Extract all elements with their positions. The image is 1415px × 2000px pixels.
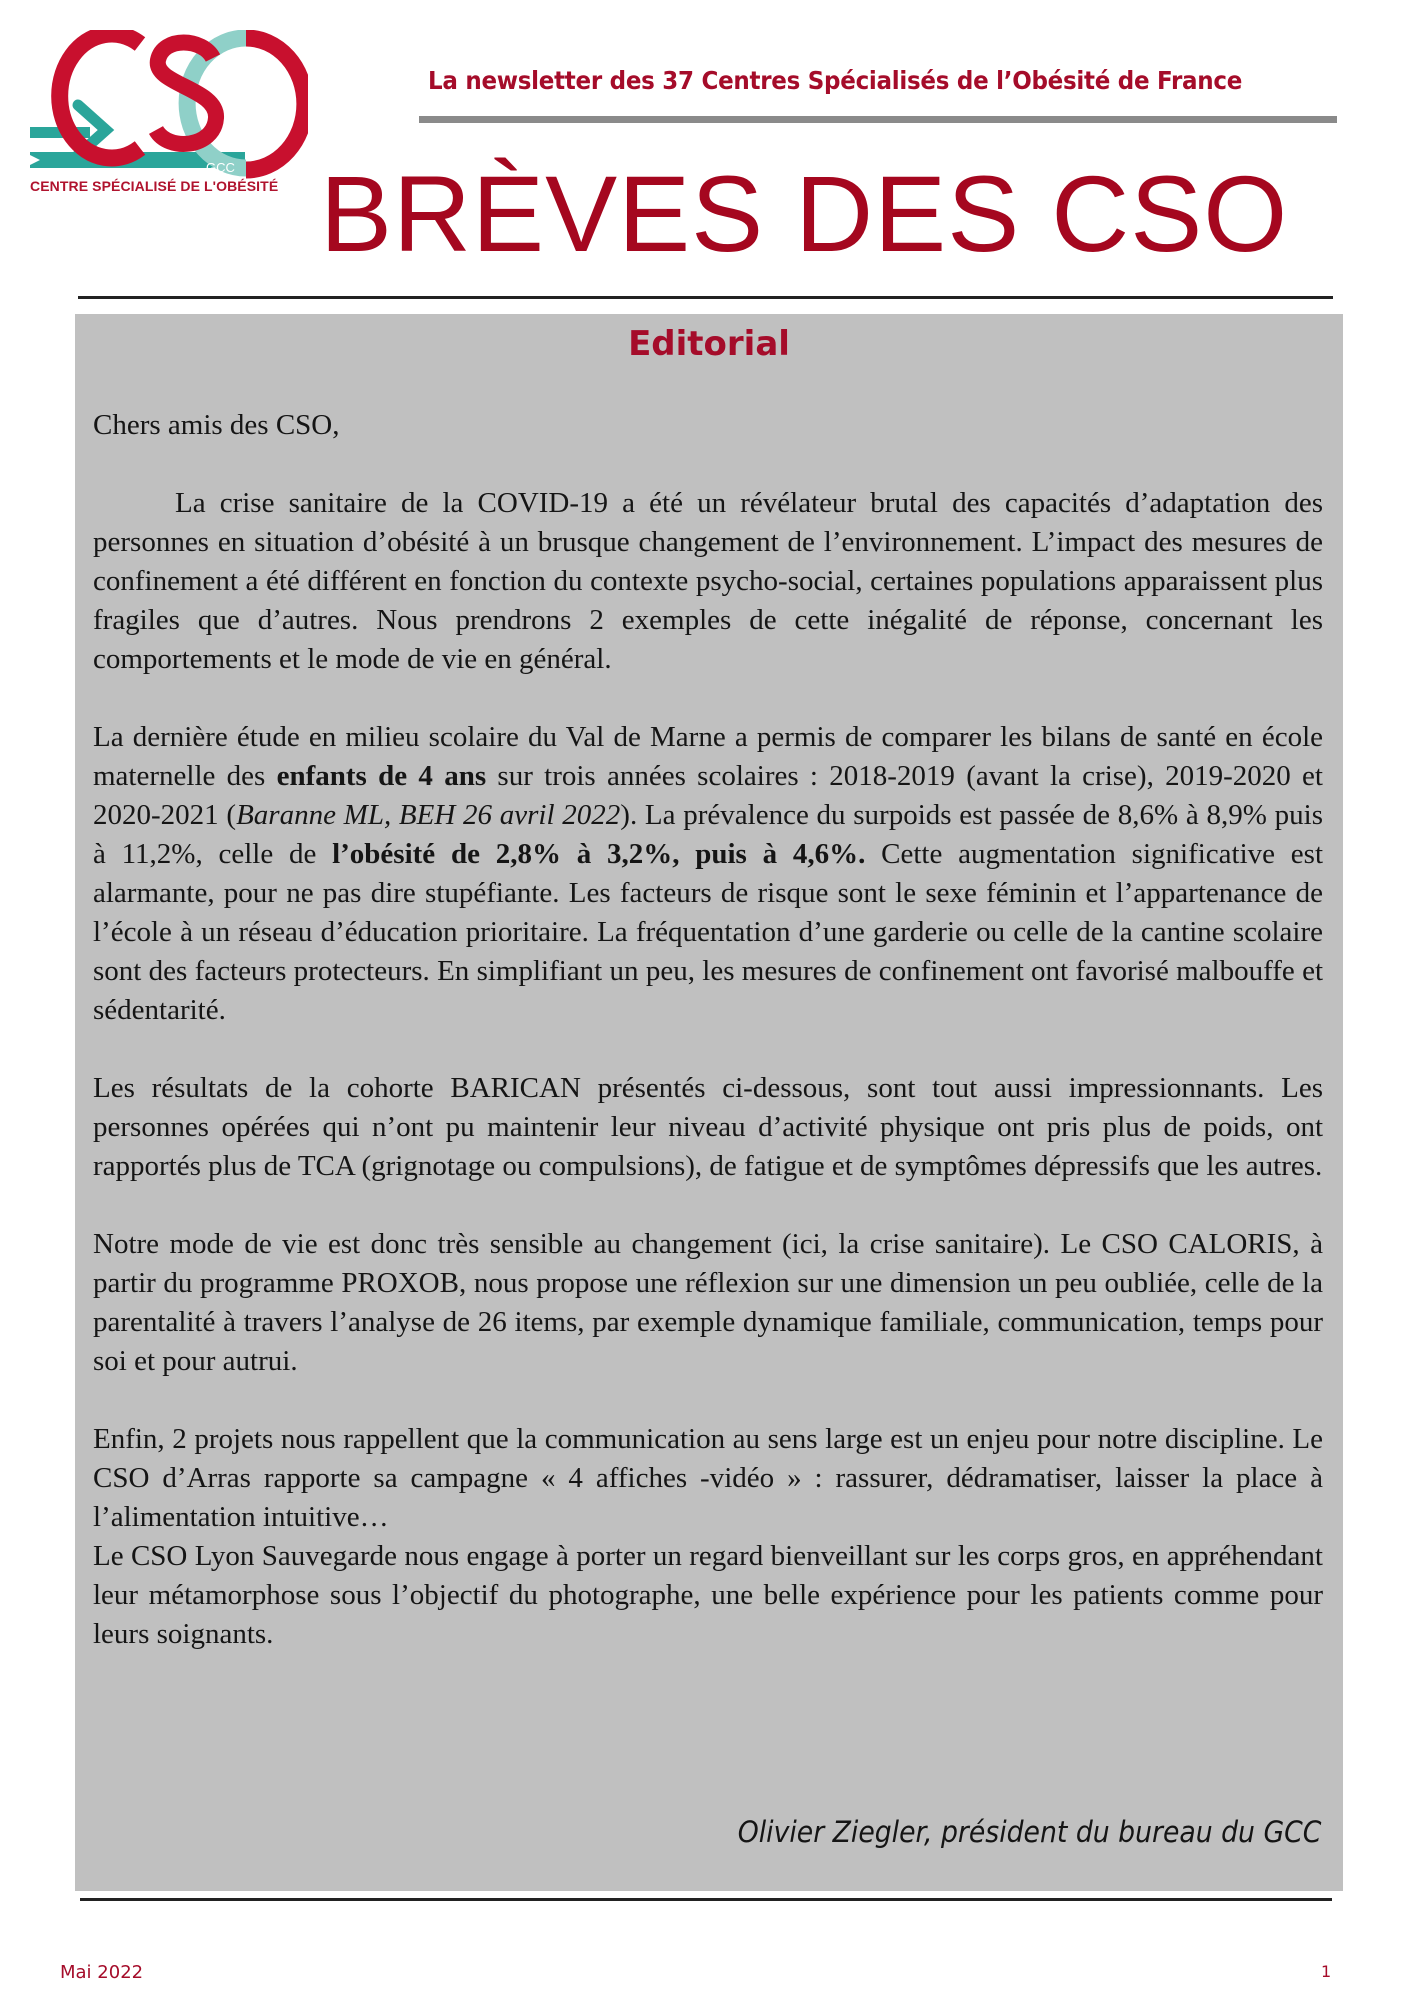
- footer-date: Mai 2022: [60, 1962, 144, 1983]
- cso-logo-mark: [28, 30, 308, 180]
- editorial-signature: Olivier Ziegler, président du bureau du GCC: [737, 1815, 1321, 1849]
- editorial-paragraph-6: Le CSO Lyon Sauvegarde nous engage à porter un regard bienveillant sur les corps gros, en appréhendant leur métamorphose sous l’objectif du photographe, une belle expérience pour les patients comme pour leurs soignants.: [93, 1540, 1323, 1650]
- editorial-paragraph-5: Enfin, 2 projets nous rappellent que la communication au sens large est un enjeu pour notre discipline. Le CSO d’Arras rapporte sa campagne « 4 affiches -vidéo » : rassurer, dédramatiser, laisser la place à l’alimentation intuitive…: [93, 1423, 1323, 1533]
- editorial-paragraph-1: La crise sanitaire de la COVID-19 a été un révélateur brutal des capacités d’adaptation des personnes en situation d’obésité à un brusque changement de l’environnement. L’impact des mesures de confinement a été différent en fonction du contexte psycho-social, certaines populations apparaissent plus fragiles que d’autres. Nous prendrons 2 exemples de cette inégalité de réponse, concernant les comportements et le mode de vie en général.: [93, 487, 1323, 675]
- cso-logo: [28, 30, 308, 200]
- p2-text-c: sur trois années scolaires : 2018-2019 (avant la crise), 2019-2020 et 2020-2021 (: [93, 760, 1323, 831]
- editorial-greeting: Chers amis des CSO,: [93, 409, 340, 441]
- p2-citation: Baranne ML, BEH 26 avril 2022: [236, 799, 621, 831]
- editorial-paragraph-3: Les résultats de la cohorte BARICAN présentés ci-dessous, sont tout aussi impressionnants. Les personnes opérées qui n’ont pu maintenir leur niveau d’activité physique ont pris plus de poids, ont rapportés plus de TCA (grignotage ou compulsions), de fatigue et de symptômes dépressifs que les autres.: [93, 1072, 1323, 1182]
- p2-bold-obesity-stats: l’obésité de 2,8% à 3,2%, puis à 4,6%.: [332, 838, 866, 870]
- editorial-paragraph-4: Notre mode de vie est donc très sensible au changement (ici, la crise sanitaire). Le CSO CALORIS, à partir du programme PROXOB, nous propose une réflexion sur une dimension un peu oubliée, celle de la parentalité à travers l’analyse de 26 items, par exemple dynamique familiale, communication, temps pour soi et pour autrui.: [93, 1228, 1323, 1377]
- editorial-box: [75, 314, 1343, 1891]
- newsletter-title: BRÈVES DES CSO: [320, 153, 1289, 274]
- page-number: 1: [1321, 1962, 1332, 1981]
- p2-text-e: ). La prévalence du surpoids est passée de 8,6% à 8,9% puis à 11,2%, celle de: [93, 799, 1323, 870]
- editorial-paragraph-2: [93, 718, 1323, 1030]
- newsletter-tagline: La newsletter des 37 Centres Spécialisés de l’Obésité de France: [428, 66, 1243, 95]
- p2-text-g: Cette augmentation significative est alarmante, pour ne pas dire stupéfiante. Les facteurs de risque sont le sexe féminin et l’appartenance de l’école à un réseau d’éducation prioritaire. La fréquentation d’une garderie ou celle de la cantine scolaire sont des facteurs protecteurs. En simplifiant un peu, les mesures de confinement ont favorisé malbouffe et sédentarité.: [93, 838, 1323, 1026]
- editorial-heading: Editorial: [628, 324, 790, 364]
- editorial-body: [93, 406, 1323, 1654]
- p2-text-a: La dernière étude en milieu scolaire du Val de Marne a permis de comparer les bilans de santé en école maternelle des: [93, 721, 1323, 792]
- footer-divider: [80, 1898, 1332, 1901]
- tagline-divider: [419, 116, 1337, 123]
- p2-bold-children: enfants de 4 ans: [276, 760, 487, 792]
- logo-gcc-label: GCC: [206, 160, 235, 175]
- header-divider: [78, 296, 1333, 299]
- logo-caption: CENTRE SPÉCIALISÉ DE L'OBÉSITÉ: [30, 178, 279, 194]
